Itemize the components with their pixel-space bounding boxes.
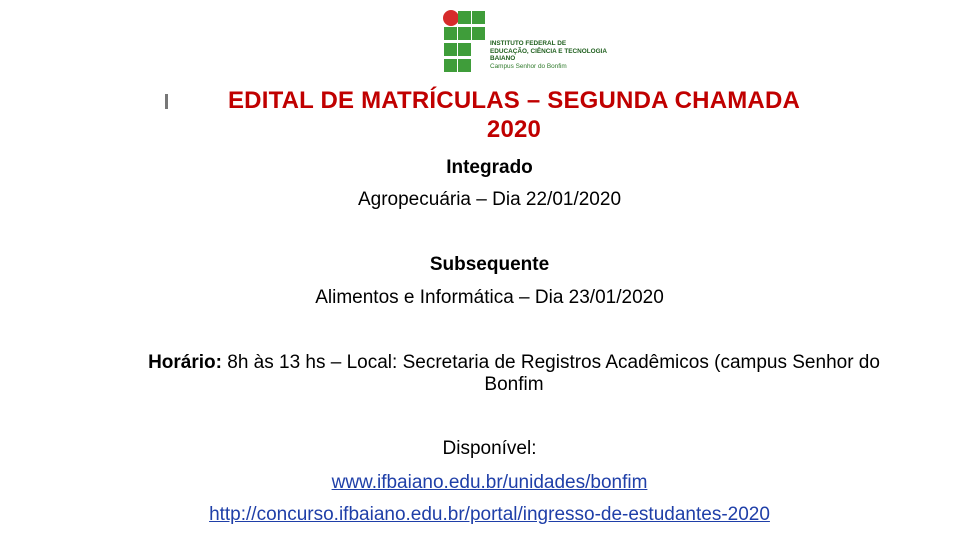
logo-square: [458, 43, 471, 56]
subsequente-heading: Subsequente: [429, 254, 550, 275]
schedule-text: 8h às 13 hs – Local: Secretaria de Registros Acadêmicos (campus Senhor do Bonfim: [221, 352, 880, 395]
logo-text-line: EDUCAÇÃO, CIÊNCIA E TECNOLOGIA: [490, 47, 607, 55]
title-line-2: 2020: [486, 116, 542, 143]
integrado-heading: Integrado: [446, 157, 533, 178]
logo-square: [444, 59, 457, 72]
logo-red-circle: [443, 10, 459, 26]
logo-square: [444, 27, 457, 40]
link-row-2: [0, 504, 979, 526]
logo-square: [458, 11, 471, 24]
logo-text-line: INSTITUTO FEDERAL DE: [490, 40, 567, 47]
logo-text-line: Campus Senhor do Bonfim: [490, 62, 567, 70]
logo-square: [444, 43, 457, 56]
logo-square: [458, 27, 471, 40]
institution-logo: [441, 8, 621, 76]
link-row-1: [0, 472, 979, 494]
logo-square: [458, 59, 471, 72]
schedule-info: [120, 352, 908, 396]
schedule-label: Horário:: [148, 352, 222, 373]
available-label: Disponível:: [442, 438, 537, 459]
logo-text-line: BAIANO: [490, 55, 516, 63]
subsequente-detail: Alimentos e Informática – Dia 23/01/2020: [315, 287, 664, 308]
logo-square: [472, 11, 485, 24]
bonfim-unit-link[interactable]: www.ifbaiano.edu.br/unidades/bonfim: [331, 472, 648, 493]
logo-text: [490, 40, 607, 70]
logo-mark-icon: [441, 8, 487, 74]
logo-square: [472, 27, 485, 40]
title-marker: [165, 94, 168, 109]
integrado-detail: Agropecuária – Dia 22/01/2020: [357, 189, 622, 210]
title-line-1: EDITAL DE MATRÍCULAS – SEGUNDA CHAMADA: [227, 87, 801, 114]
page-title: [120, 86, 908, 144]
admission-portal-link[interactable]: http://concurso.ifbaiano.edu.br/portal/ingresso-de-estudantes-2020: [209, 504, 770, 525]
